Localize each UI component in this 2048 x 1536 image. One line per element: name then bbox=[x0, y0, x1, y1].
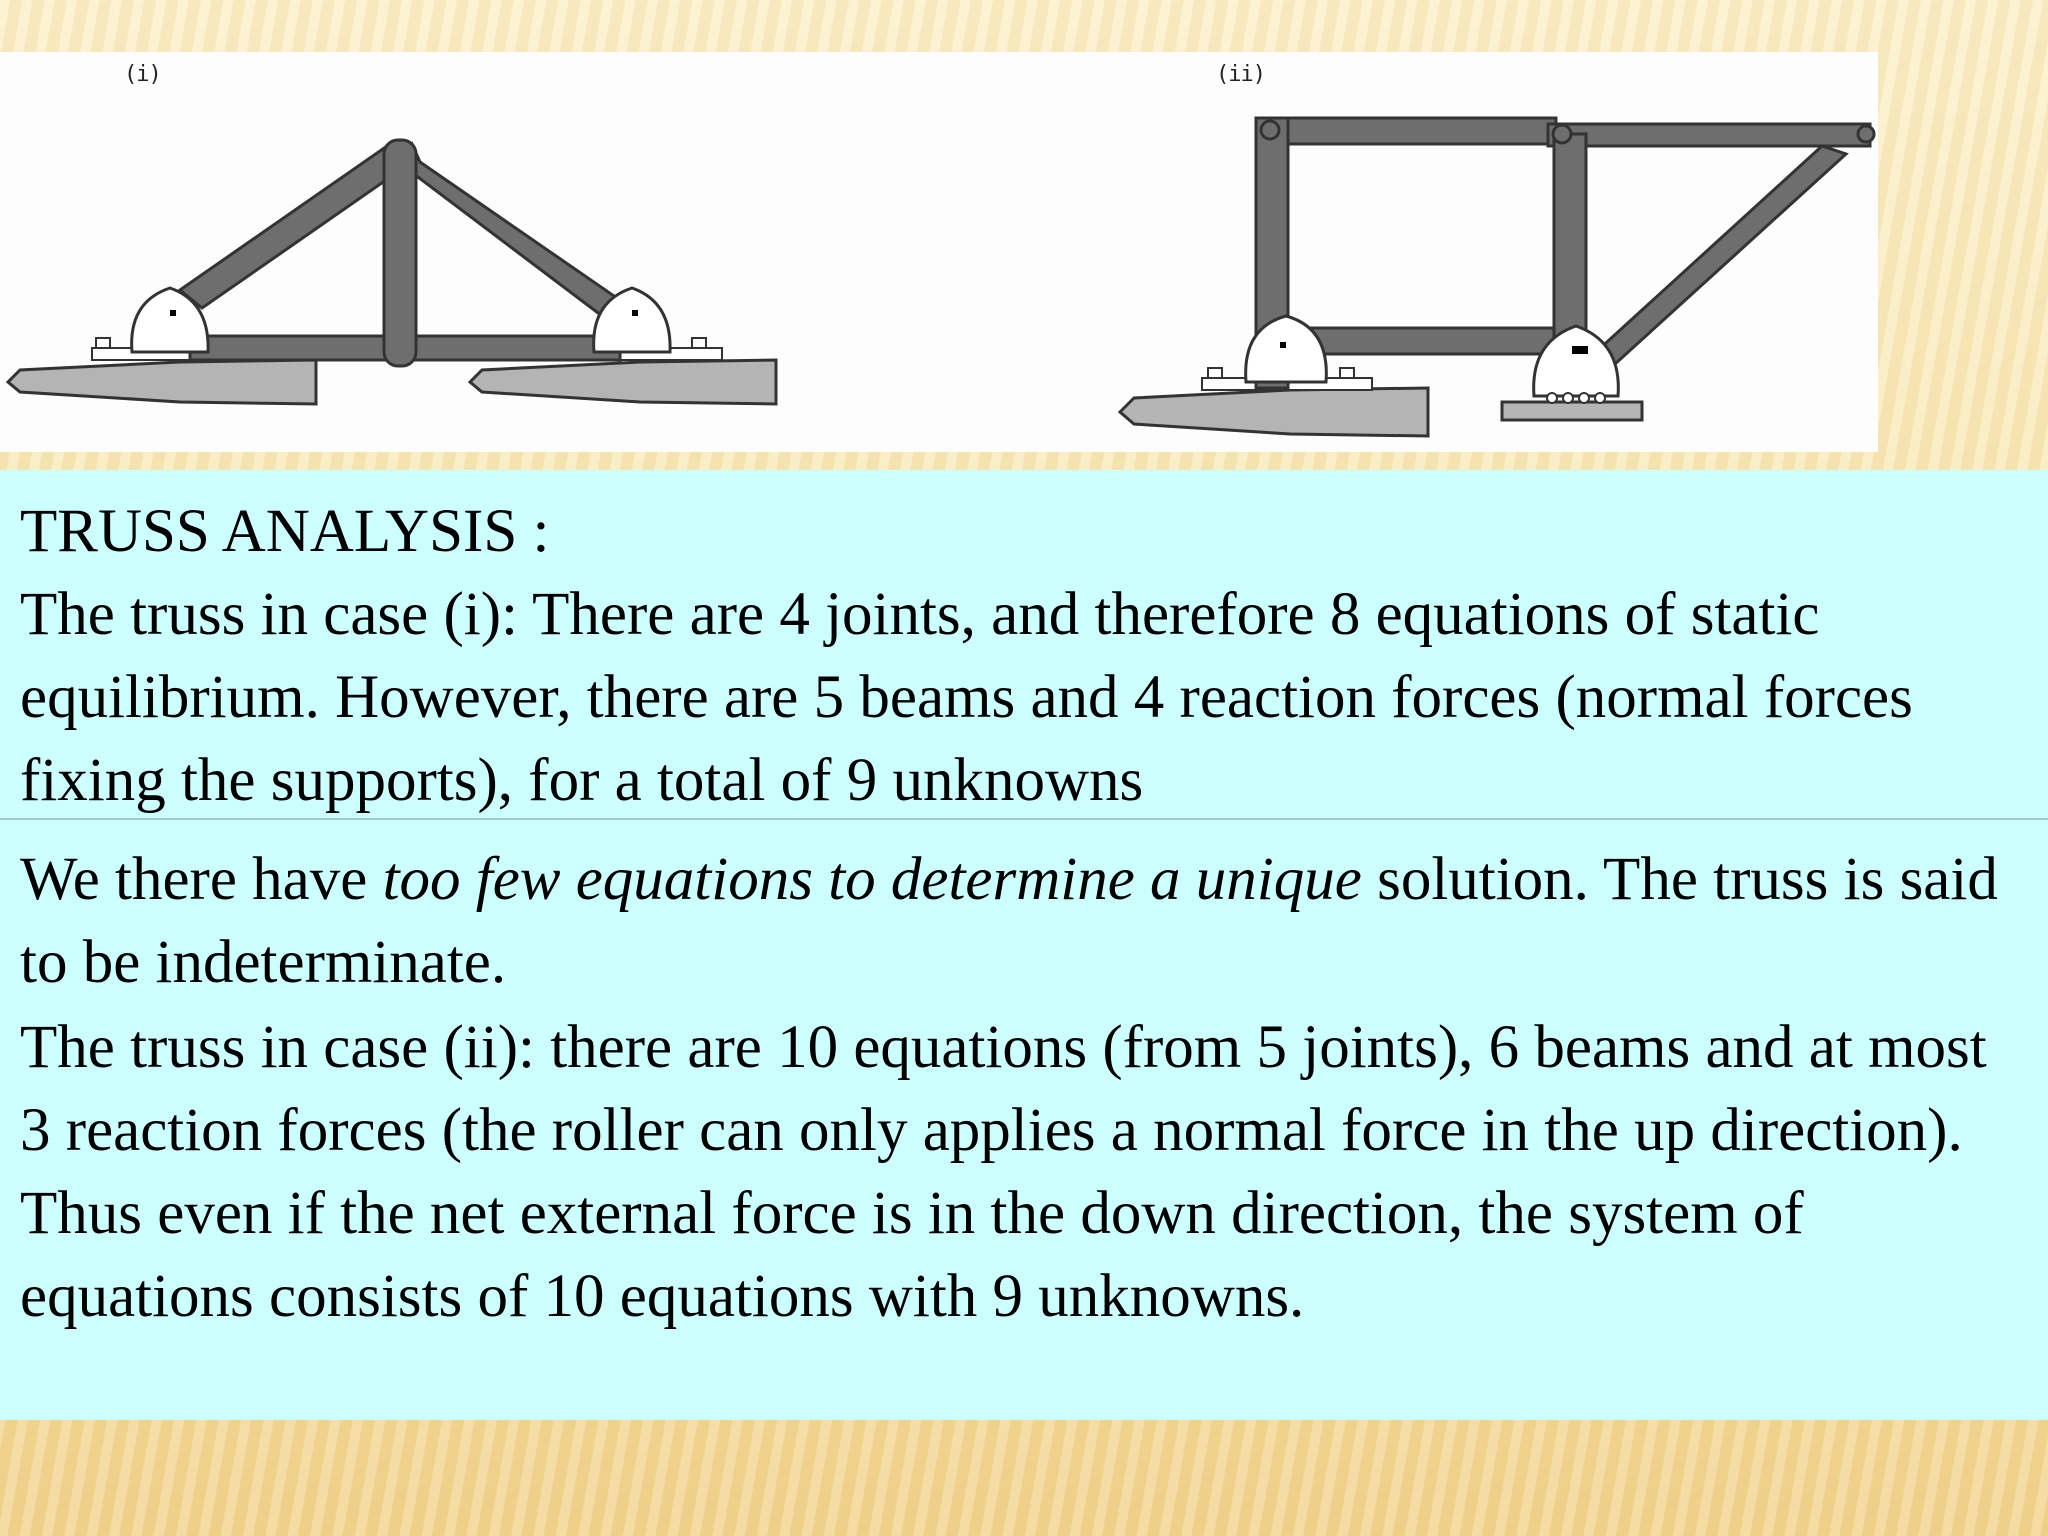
paragraph-indeterminate bbox=[20, 838, 2030, 1004]
label-case-i: (i) bbox=[124, 62, 161, 87]
label-case-ii: (ii) bbox=[1216, 62, 1265, 87]
beam-vertical-right-ii bbox=[1554, 134, 1586, 360]
paragraph-case-i: The truss in case (i): There are 4 joints, and therefore 8 equations of static equilibrium. However, there are 5 beams and 4 reaction forces (normal forces fixing the supports), for a total of 9 unknowns bbox=[20, 581, 1913, 814]
section-title: TRUSS ANALYSIS : bbox=[20, 498, 550, 565]
text-box-truss-analysis bbox=[0, 470, 2048, 818]
truss-diagrams bbox=[0, 52, 1878, 452]
beam-top-right-ii bbox=[1548, 124, 1870, 146]
paragraph-case-ii: The truss in case (ii): there are 10 equations (from 5 joints), 6 beams and at most 3 reaction forces (the roller can only applies a normal force in the up direction). Thus even if the net external force is in the down direction, the system of equations consists of 10 equations with 9 unknowns. bbox=[20, 1014, 1987, 1330]
indeterminate-prefix: We there have bbox=[20, 846, 383, 913]
truss-i bbox=[8, 140, 776, 404]
ground-left-i bbox=[8, 360, 316, 404]
beam-left-diagonal-i bbox=[180, 144, 412, 308]
beam-right-diagonal-i bbox=[398, 144, 640, 328]
beam-top-left-ii bbox=[1256, 118, 1556, 144]
ground-right-i bbox=[470, 360, 776, 404]
ground-left-ii bbox=[1120, 388, 1428, 436]
indeterminate-emphasis: too few equations to determine a unique bbox=[382, 846, 1362, 913]
truss-figure-panel bbox=[0, 52, 1878, 452]
truss-ii bbox=[1120, 118, 1874, 436]
beam-diagonal-ii bbox=[1596, 146, 1846, 374]
beam-vertical-i bbox=[384, 140, 416, 366]
indeterminate-suffix: solution. The truss is said to be indeterminate. bbox=[20, 846, 1998, 996]
roller-ground-ii bbox=[1502, 402, 1642, 420]
text-box-indeterminate bbox=[0, 820, 2048, 1420]
